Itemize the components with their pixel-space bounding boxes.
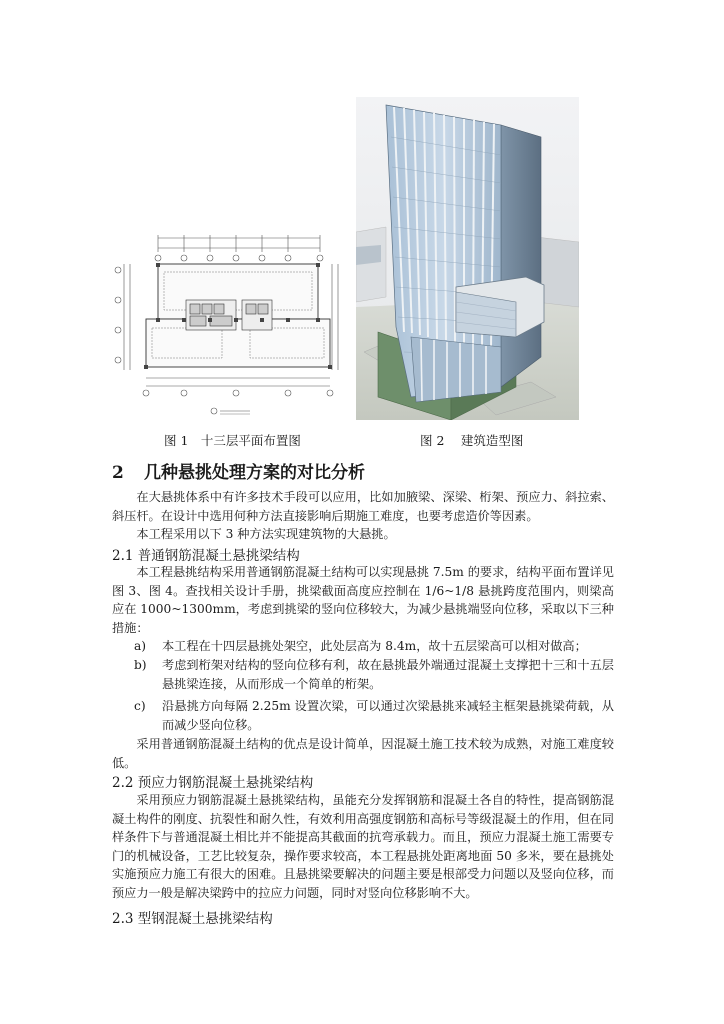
subsection-2-3-heading: 2.3 型钢混凝土悬挑梁结构 (112, 911, 273, 927)
subsection-2-2-heading: 2.2 预应力钢筋混凝土悬挑梁结构 (112, 775, 314, 791)
list-item (112, 697, 614, 734)
section-number: 2 (112, 463, 124, 483)
list-item-text: 沿悬挑方向每隔 2.25m 设置次梁，可以通过次梁悬挑来减轻主框架悬挑梁荷载，从而减少竖向位移。 (162, 699, 614, 732)
list-item-text: 考虑到桁架对结构的竖向位移有利，故在悬挑最外端通过混凝土支撑把十三和十五层悬挑梁连接，从而形成一个简单的桁架。 (162, 658, 614, 691)
s22-paragraph: 采用预应力钢筋混凝土悬挑梁结构，虽能充分发挥钢筋和混凝土各自的特性，提高钢筋混凝土构件的刚度、抗裂性和耐久性，有效利用高强度钢筋和高标号等级混凝土的作用，但在同样条件下与普通混凝土相比并不能提高其截面的抗弯承载力。而且，预应力混凝土施工需要专门的机械设备，工艺比较复杂，操作要求较高，本工程悬挑处距离地面 50 多米，要在悬挑处实施预应力施工有很大的困难。且悬挑梁要解决的问题主要是根部受力问题以及竖向位移，而预应力一般是解决梁跨中的拉应力问题，同时对竖向位移影响不大。 (112, 793, 614, 900)
figure-2-caption: 图 2 建筑造型图 (420, 433, 524, 448)
list-item-text: 本工程在十四层悬挑处架空，此处层高为 8.4m，故十五层梁高可以相对做高； (162, 639, 587, 653)
floor-plan-figure (110, 230, 345, 420)
section-2-heading (112, 458, 365, 483)
intro-paragraph: 在大悬挑体系中有许多技术手段可以应用，比如加腋梁、深梁、桁架、预应力、斜拉索、斜压杆。在设计中选用何种方法直接影响后期施工难度，也要考虑造价等因素。 (112, 490, 614, 523)
list-marker: c) (134, 699, 146, 713)
subsection-2-1-heading: 2.1 普通钢筋混凝土悬挑梁结构 (112, 548, 300, 564)
figure-1-caption: 图 1 十三层平面布置图 (164, 433, 301, 448)
list-marker: b) (134, 658, 147, 672)
list-item (112, 656, 614, 693)
s21-paragraph-1: 本工程悬挑结构采用普通钢筋混凝土结构可以实现悬挑 7.5m 的要求，结构平面布置详见图 3、图 4。查找相关设计手册，挑梁截面高度应控制在 1/6~1/8 悬挑跨度范围内，则梁高应在 1000~1300mm，考虑到挑梁的竖向位移较大，为减少悬挑端竖向位移，采取以下三种措施： (112, 565, 614, 635)
intro-paragraph-2: 本工程采用以下 3 种方法实现建筑物的大悬挑。 (136, 527, 396, 541)
building-render-figure (356, 97, 579, 420)
list-marker: a) (134, 639, 147, 653)
s21-paragraph-2: 采用普通钢筋混凝土结构的优点是设计简单，因混凝土施工技术较为成熟，对施工难度较低。 (112, 737, 614, 770)
section-title: 几种悬挑处理方案的对比分析 (144, 463, 365, 483)
list-item (112, 637, 614, 656)
